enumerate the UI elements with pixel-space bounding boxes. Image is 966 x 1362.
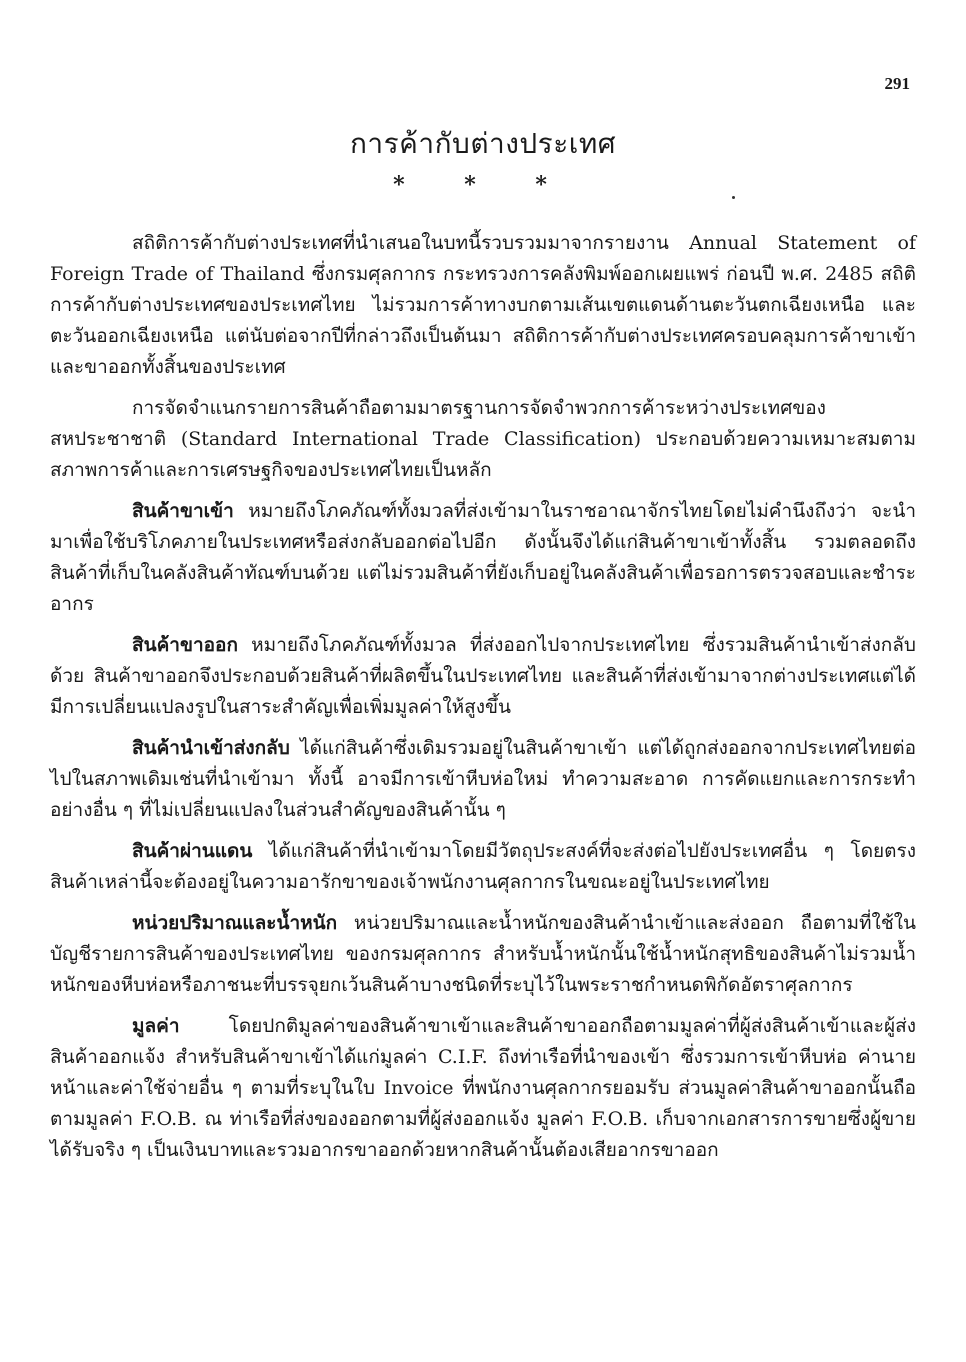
page-number: 291 <box>884 74 910 93</box>
paragraph-lead: สินค้าขาเข้า <box>132 500 234 522</box>
paragraph-quantity-weight <box>50 908 916 1001</box>
page-title: การค้ากับต่างประเทศ <box>349 127 617 160</box>
body-text <box>50 228 916 1176</box>
paragraph-transit <box>50 836 916 898</box>
paragraph-lead: สินค้าขาออก <box>132 634 238 656</box>
paragraph-lead: หน่วยปริมาณและน้ำหนัก <box>132 912 338 934</box>
paragraph-text: หน่วยปริมาณและน้ำหนักของสินค้านำเข้าและส่งออก ถือตามที่ใช้ในบัญชีรายการสินค้าของประเทศไทย ของกรมศุลกากร สำหรับน้ำหนักนั้นใช้น้ำหนักสุทธิของสินค้าไม่รวมน้ำหนักของหีบห่อหรือภาชนะที่บรรจุยกเว้นสินค้าบางชนิดที่ระบุไว้ในพระราชกำหนดพิกัดอัตราศุลกากร <box>50 912 916 996</box>
paragraph-value <box>50 1011 916 1166</box>
paragraph-text: หมายถึงโภคภัณฑ์ทั้งมวลที่ส่งเข้ามาในราชอาณาจักรไทยโดยไม่คำนึงถึงว่า จะนำมาเพื่อใช้บริโภคภายในประเทศหรือส่งกลับออกต่อไปอีก ดังนั้นจึงได้แก่สินค้าขาเข้าทั้งสิ้น รวมตลอดถึงสินค้าที่เก็บในคลังสินค้าทัณฑ์บนด้วย แต่ไม่รวมสินค้าที่ยังเก็บอยู่ในคลังสินค้าเพื่อรอการตรวจสอบและชำระอากร <box>50 500 916 615</box>
section-separator: * * * <box>393 172 573 198</box>
paragraph-re-exports <box>50 733 916 826</box>
paragraph-classification <box>50 393 916 486</box>
paragraph-lead: สินค้านำเข้าส่งกลับ <box>132 737 290 759</box>
paragraph-lead: สินค้าผ่านแดน <box>132 840 253 862</box>
scan-speck <box>732 196 735 199</box>
paragraph-text: การจัดจำแนกรายการสินค้าถือตามมาตรฐานการจัดจำพวกการค้าระหว่างประเทศของสหประชาชาติ (Standard International Trade Classification) ประกอบด้วยความเหมาะสมตามสภาพการค้าและการเศรษฐกิจของประเทศไทยเป็นหลัก <box>50 397 916 481</box>
paragraph-text: ได้แก่สินค้าที่นำเข้ามาโดยมีวัตถุประสงค์ที่จะส่งต่อไปยังประเทศอื่น ๆ โดยตรงสินค้าเหล่านี้จะต้องอยู่ในความอารักขาของเจ้าพนักงานศุลกากรในขณะอยู่ในประเทศไทย <box>50 840 916 893</box>
paragraph-text: โดยปกติมูลค่าของสินค้าขาเข้าและสินค้าขาออกถือตามมูลค่าที่ผู้ส่งสินค้าเข้าและผู้ส่งสินค้าออกแจ้ง สำหรับสินค้าขาเข้าได้แก่มูลค่า C.I.F. ถึงท่าเรือที่นำของเข้า ซึ่งรวมการเข้าหีบห่อ ค่านายหน้าและค่าใช้จ่ายอื่น ๆ ตามที่ระบุในใบ Invoice ที่พนักงานศุลกากรยอมรับ ส่วนมูลค่าสินค้าขาออกนั้นถือตามมูลค่า F.O.B. ณ ท่าเรือที่ส่งของออกตามที่ผู้ส่งออกแจ้ง มูลค่า F.O.B. เก็บจากเอกสารการขายซึ่งผู้ขายได้รับจริง ๆ เป็นเงินบาทและรวมอากรขาออกด้วยหากสินค้านั้นต้องเสียอากรขาออก <box>50 1015 916 1161</box>
paragraph-text: สถิติการค้ากับต่างประเทศที่นำเสนอในบทนี้รวบรวมมาจากรายงาน Annual Statement of Foreign Trade of Thailand ซึ่งกรมศุลกากร กระทรวงการคลังพิมพ์ออกเผยแพร่ ก่อนปี พ.ศ. 2485 สถิติการค้ากับต่างประเทศของประเทศไทย ไม่รวมการค้าทางบกตามเส้นเขตแดนด้านตะวันตกเฉียงเหนือ และตะวันออกเฉียงเหนือ แต่นับต่อจากปีที่กล่าวถึงเป็นต้นมา สถิติการค้ากับต่างประเทศครอบคลุมการค้าขาเข้าและขาออกทั้งสิ้นของประเทศ <box>50 232 916 378</box>
paragraph-imports <box>50 496 916 620</box>
paragraph-text: ได้แก่สินค้าซึ่งเดิมรวมอยู่ในสินค้าขาเข้า แต่ได้ถูกส่งออกจากประเทศไทยต่อไปในสภาพเดิมเช่นที่นำเข้ามา ทั้งนี้ อาจมีการเข้าหีบห่อใหม่ ทำความสะอาด การคัดแยกและการกระทำอย่างอื่น ๆ ที่ไม่เปลี่ยนแปลงในส่วนสำคัญของสินค้านั้น ๆ <box>50 737 916 821</box>
paragraph-text: หมายถึงโภคภัณฑ์ทั้งมวล ที่ส่งออกไปจากประเทศไทย ซึ่งรวมสินค้านำเข้าส่งกลับด้วย สินค้าขาออกจึงประกอบด้วยสินค้าที่ผลิตขึ้นในประเทศไทย และสินค้าที่ส่งเข้ามาจากต่างประเทศแต่ได้มีการเปลี่ยนแปลงรูปในสาระสำคัญเพื่อเพิ่มมูลค่าให้สูงขึ้น <box>50 634 916 718</box>
paragraph-lead: มูลค่า <box>132 1015 180 1037</box>
paragraph-exports <box>50 630 916 723</box>
paragraph-intro <box>50 228 916 383</box>
